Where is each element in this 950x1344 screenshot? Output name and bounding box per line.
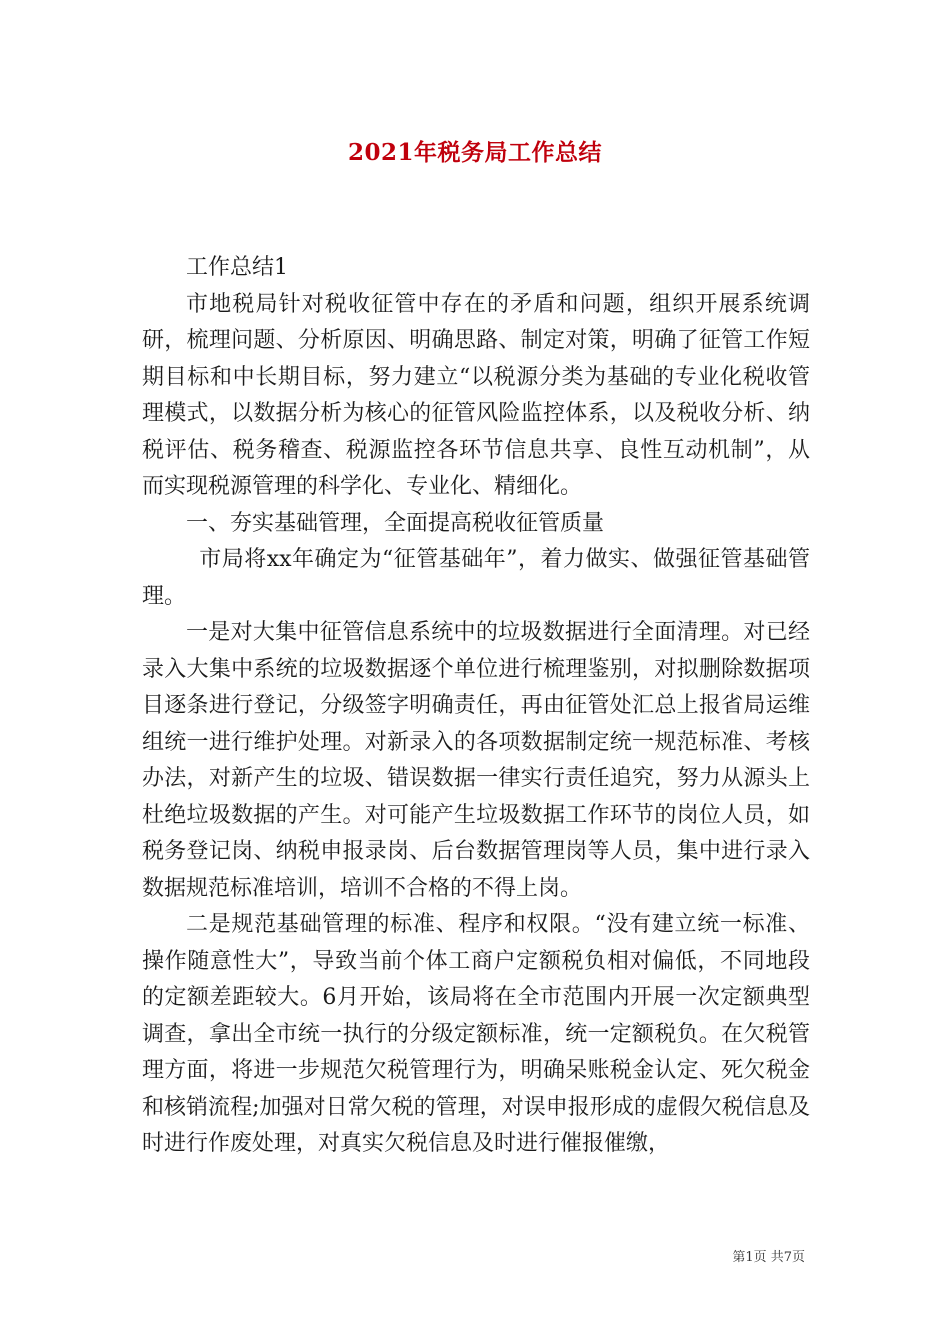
document-body [142, 250, 810, 1163]
section-heading-1: 一、夯实基础管理，全面提高税收征管质量 [186, 510, 605, 536]
page-number: 第1页 共7页 [732, 1250, 805, 1265]
paragraph-intro: 市地税局针对税收征管中存在的矛盾和问题，组织开展系统调研，梳理问题、分析原因、明确思路、制定对策，明确了征管工作短期目标和中长期目标，努力建立“以税源分类为基础的专业化税收管理模式，以数据分析为核心的征管风险监控体系，以及税收分析、纳税评估、税务稽查、税源监控各环节信息共享、良性互动机制”，从而实现税源管理的科学化、专业化、精细化。 [142, 291, 810, 499]
paragraph-foundation-year: 市局将xx年确定为“征管基础年”，着力做实、做强征管基础管理。 [142, 547, 810, 609]
paragraph-heading-work-summary: 工作总结1 [186, 255, 288, 280]
paragraph-data-cleanup: 一是对大集中征管信息系统中的垃圾数据进行全面清理。对已经录入大集中系统的垃圾数据逐个单位进行梳理鉴别，对拟删除数据项目逐条进行登记，分级签字明确责任，再由征管处汇总上报省局运维组统一进行维护处理。对新录入的各项数据制定统一规范标准、考核办法，对新产生的垃圾、错误数据一律实行责任追究，努力从源头上杜绝垃圾数据的产生。对可能产生垃圾数据工作环节的岗位人员，如税务登记岗、纳税申报录岗、后台数据管理岗等人员，集中进行录入数据规范标准培训，培训不合格的不得上岗。 [142, 620, 810, 901]
paragraph-standards: 二是规范基础管理的标准、程序和权限。“没有建立统一标准、操作随意性大”，导致当前个体工商户定额税负相对偏低，不同地段的定额差距较大。6月开始，该局将在全市范围内开展一次定额典型调查，拿出全市统一执行的分级定额标准，统一定额税负。在欠税管理方面，将进一步规范欠税管理行为，明确呆账税金认定、死欠税金和核销流程;加强对日常欠税的管理，对误申报形成的虚假欠税信息及时进行作废处理，对真实欠税信息及时进行催报催缴， [142, 912, 810, 1156]
document-title: 2021年税务局工作总结 [347, 139, 602, 166]
